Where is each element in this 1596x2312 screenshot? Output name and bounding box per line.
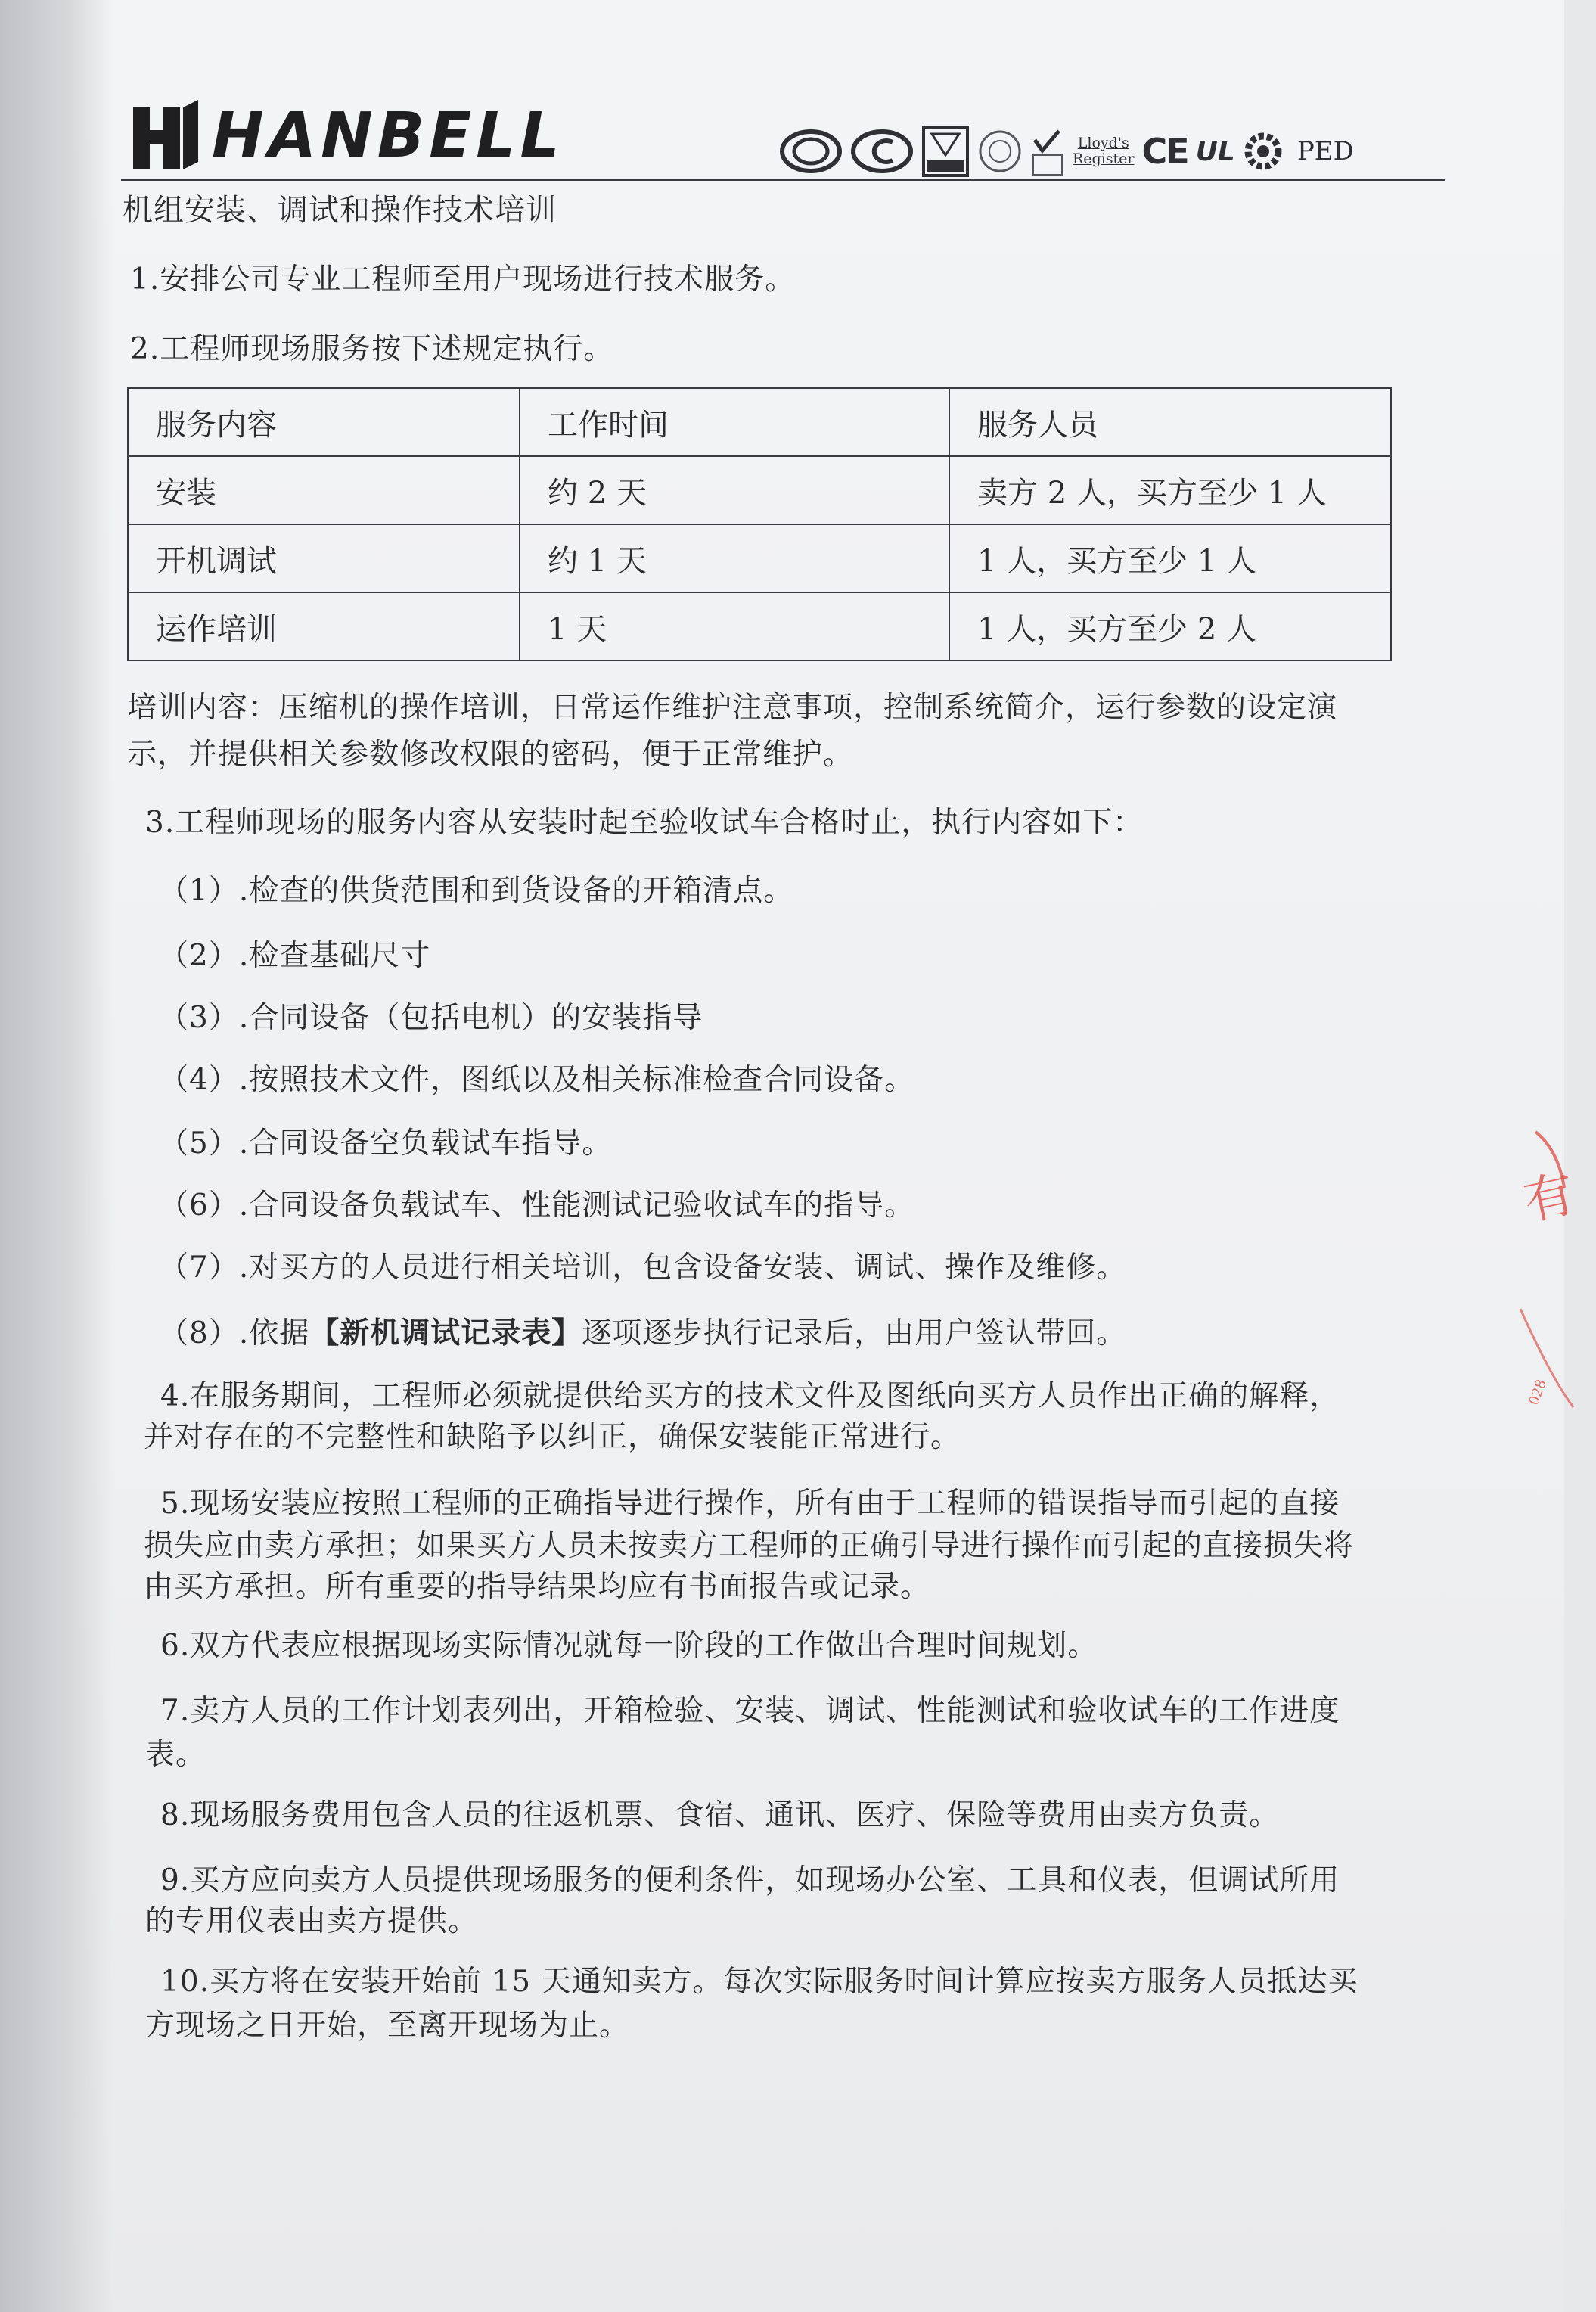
- subitem-8-suffix: 逐项逐步执行记录后，由用户签认带回。: [582, 1316, 1127, 1350]
- item-3: 3.工程师现场的服务内容从安装时起至验收试车合格时止，执行内容如下：: [145, 806, 1144, 840]
- item-9-line-1: 9.买方应向卖方人员提供现场服务的便利条件，如现场办公室、工具和仪表，但调试所用: [160, 1863, 1340, 1897]
- item-7-line-2: 表。: [145, 1738, 206, 1772]
- table-cell: 运作培训: [128, 592, 520, 660]
- hanbell-emblem-icon: [127, 100, 203, 172]
- hanbell-logo: [127, 98, 581, 174]
- subitem-3: （3）.合同设备（包括电机）的安装指导: [159, 1001, 703, 1035]
- item-5-line-3: 由买方承担。所有重要的指导结果均应有书面报告或记录。: [144, 1570, 931, 1604]
- subitem-8: [159, 1310, 1126, 1356]
- item-7-line-1: 7.卖方人员的工作计划表列出，开箱检验、安装、调试、性能测试和验收试车的工作进度: [160, 1694, 1340, 1728]
- item-10-line-2: 方现场之日开始，至离开现场为止。: [145, 2009, 630, 2043]
- table-cell: 安装: [128, 456, 520, 524]
- subitem-7: （7）.对买方的人员进行相关培训，包含设备安装、调试、操作及维修。: [159, 1251, 1127, 1285]
- gear-mark-icon: [1243, 131, 1284, 172]
- section-title: 机组安装、调试和操作技术培训: [123, 193, 557, 228]
- item-1: 1.安排公司专业工程师至用户现场进行技术服务。: [130, 263, 796, 297]
- cqc-mark-icon: [779, 129, 843, 174]
- subitem-2: （2）.检查基础尺寸: [159, 939, 431, 973]
- table-header-cell: 工作时间: [520, 388, 949, 456]
- item-2: 2.工程师现场服务按下述规定执行。: [130, 332, 614, 366]
- brand-name: HANBELL: [212, 100, 564, 172]
- record-form-name: 【新机调试记录表】: [309, 1316, 582, 1350]
- table-cell: 1 人，买方至少 2 人: [949, 592, 1391, 660]
- training-line-2: 示，并提供相关参数修改权限的密码，便于正常维护。: [127, 738, 854, 772]
- item-5-line-1: 5.现场安装应按照工程师的正确指导进行操作，所有由于工程师的错误指导而引起的直接: [160, 1487, 1340, 1521]
- item-9-line-2: 的专用仪表由卖方提供。: [145, 1904, 479, 1938]
- table-row: [128, 524, 1391, 592]
- table-cell: 1 人，买方至少 1 人: [949, 524, 1391, 592]
- table-row: [128, 592, 1391, 660]
- table-cell: 卖方 2 人，买方至少 1 人: [949, 456, 1391, 524]
- table-cell: 开机调试: [128, 524, 520, 592]
- item-6: 6.双方代表应根据现场实际情况就每一阶段的工作做出合理时间规划。: [160, 1629, 1098, 1663]
- certification-marks: [779, 121, 1354, 182]
- header-divider: [121, 179, 1445, 181]
- item-5-line-2: 损失应由卖方承担；如果买方人员未按卖方工程师的正确引导进行操作而引起的直接损失将: [144, 1529, 1355, 1563]
- lloyds-line-1: Lloyd's: [1077, 135, 1129, 151]
- table-header-cell: 服务内容: [128, 388, 520, 456]
- subitem-8-prefix: （8）.依据: [159, 1316, 310, 1350]
- table-header-row: [128, 388, 1391, 456]
- table-header-cell: 服务人员: [949, 388, 1391, 456]
- item-4-line-1: 4.在服务期间，工程师必须就提供给买方的技术文件及图纸向买方人员作出正确的解释，: [160, 1379, 1340, 1413]
- table-cell: 1 天: [520, 592, 949, 660]
- ped-mark: PED: [1296, 136, 1354, 166]
- subitem-1: （1）.检查的供货范围和到货设备的开箱清点。: [159, 874, 794, 908]
- ce-mark-icon: CE: [1141, 131, 1188, 172]
- ul-mark-icon: UL: [1195, 135, 1235, 167]
- service-table: [127, 387, 1392, 661]
- seal-digits: 028: [1526, 1377, 1550, 1408]
- ccc-mark-icon: [850, 129, 914, 174]
- page-edge-shadow: [0, 0, 113, 2312]
- seal-character: 有: [1518, 1164, 1580, 1232]
- table-cell: 约 1 天: [520, 524, 949, 592]
- item-8: 8.现场服务费用包含人员的往返机票、食宿、通讯、医疗、保险等费用由卖方负责。: [160, 1798, 1280, 1832]
- ex-mark-icon: [921, 125, 970, 178]
- item-10-line-1: 10.买方将在安装开始前 15 天通知卖方。每次实际服务时间计算应按卖方服务人员抵达买: [160, 1965, 1358, 1999]
- lloyds-register-mark-icon: [1073, 135, 1135, 167]
- table-row: [128, 456, 1391, 524]
- item-4-line-2: 并对存在的不完整性和缺陷予以纠正，确保安装能正常进行。: [144, 1420, 961, 1454]
- subitem-4: （4）.按照技术文件，图纸以及相关标准检查合同设备。: [159, 1063, 915, 1097]
- round-seal-icon: [977, 129, 1023, 174]
- training-line-1: 培训内容：压缩机的操作培训，日常运作维护注意事项，控制系统简介，运行参数的设定演: [127, 691, 1338, 725]
- lloyds-line-2: Register: [1073, 151, 1135, 167]
- table-cell: 约 2 天: [520, 456, 949, 524]
- company-seal: [1505, 1127, 1596, 1430]
- ukas-mark-icon: [1030, 125, 1065, 178]
- subitem-5: （5）.合同设备空负载试车指导。: [159, 1126, 613, 1161]
- subitem-6: （6）.合同设备负载试车、性能测试记验收试车的指导。: [159, 1189, 915, 1223]
